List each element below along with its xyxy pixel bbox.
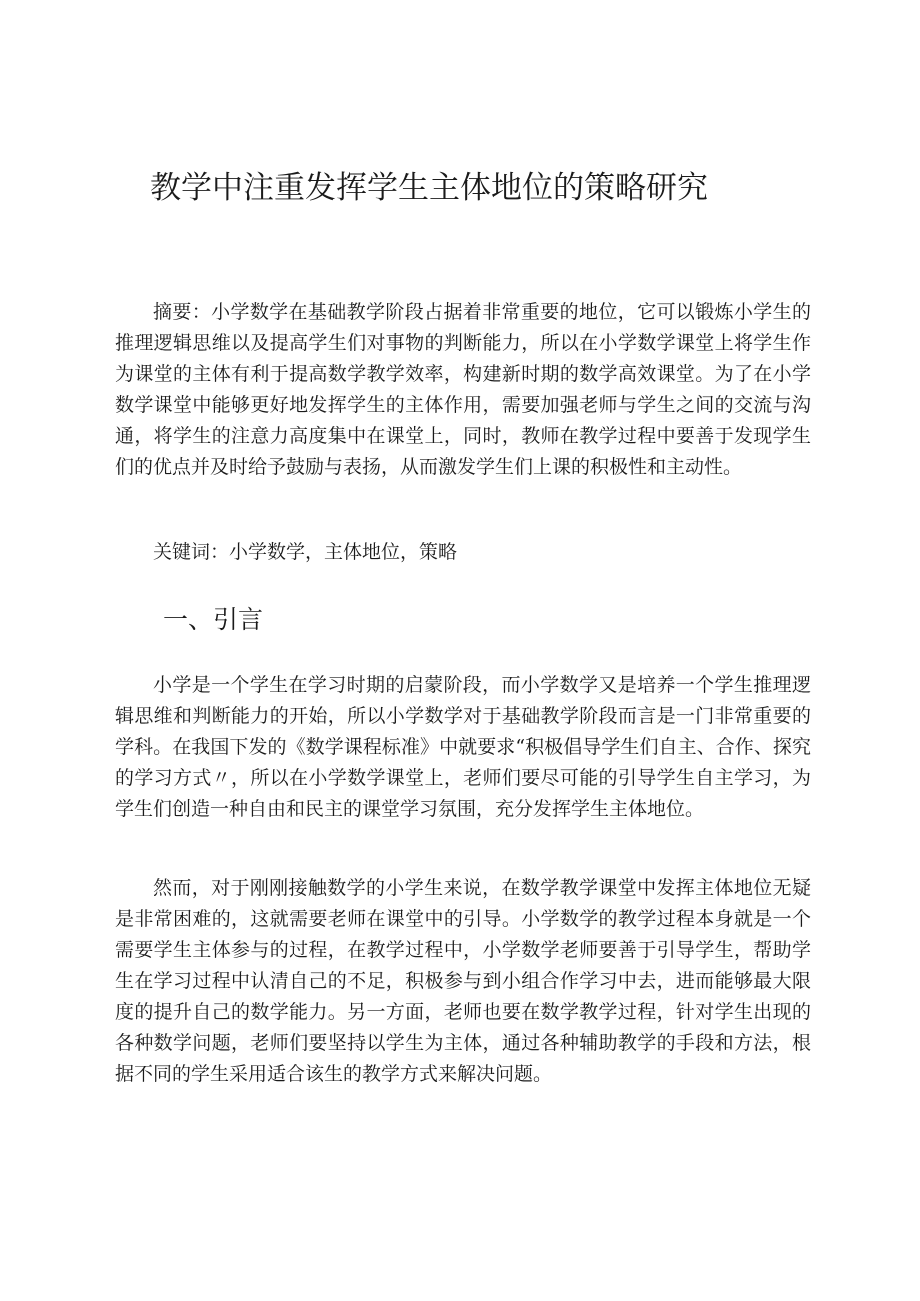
document-title: 教学中注重发挥学生主体地位的策略研究 (150, 170, 708, 206)
introduction-paragraph-1: 小学是一个学生在学习时期的启蒙阶段，而小学数学又是培养一个学生推理逻辑思维和判断能力的开始，所以小学数学对于基础教学阶段而言是一门非常重要的学科。在我国下发的《数学课程标准》中就要求“积极倡导学生们自主、合作、探究的学习方式〃，所以在小学数学课堂上，老师们要尽可能的引导学生自主学习，为学生们创造一种自由和民主的课堂学习氛围，充分发挥学生主体地位。 (115, 674, 811, 820)
abstract-paragraph: 摘要：小学数学在基础教学阶段占据着非常重要的地位，它可以锻炼小学生的推理逻辑思维以及提高学生们对事物的判断能力，所以在小学数学课堂上将学生作为课堂的主体有利于提高数学教学效率，构建新时期的数学高效课堂。为了在小学数学课堂中能够更好地发挥学生的主体作用，需要加强老师与学生之间的交流与沟通，将学生的注意力高度集中在课堂上，同时，教师在教学过程中要善于发现学生们的优点并及时给予鼓励与表扬，从而激发学生们上课的积极性和主动性。 (115, 301, 811, 478)
introduction-paragraph-2: 然而，对于刚刚接触数学的小学生来说，在数学教学课堂中发挥主体地位无疑是非常困难的，这就需要老师在课堂中的引导。小学数学的教学过程本身就是一个需要学生主体参与的过程，在教学过程中，小学数学老师要善于引导学生，帮助学生在学习过程中认清自己的不足，积极参与到小组合作学习中去，进而能够最大限度的提升自己的数学能力。另一方面，老师也要在数学教学过程，针对学生出现的各种数学问题，老师们要坚持以学生为主体，通过各种辅助教学的手段和方法，根据不同的学生采用适合该生的教学方式来解决问题。 (115, 877, 811, 1085)
section-heading-introduction: 一、引言 (163, 605, 264, 634)
keywords-line: 关键词：小学数学，主体地位，策略 (153, 541, 458, 563)
